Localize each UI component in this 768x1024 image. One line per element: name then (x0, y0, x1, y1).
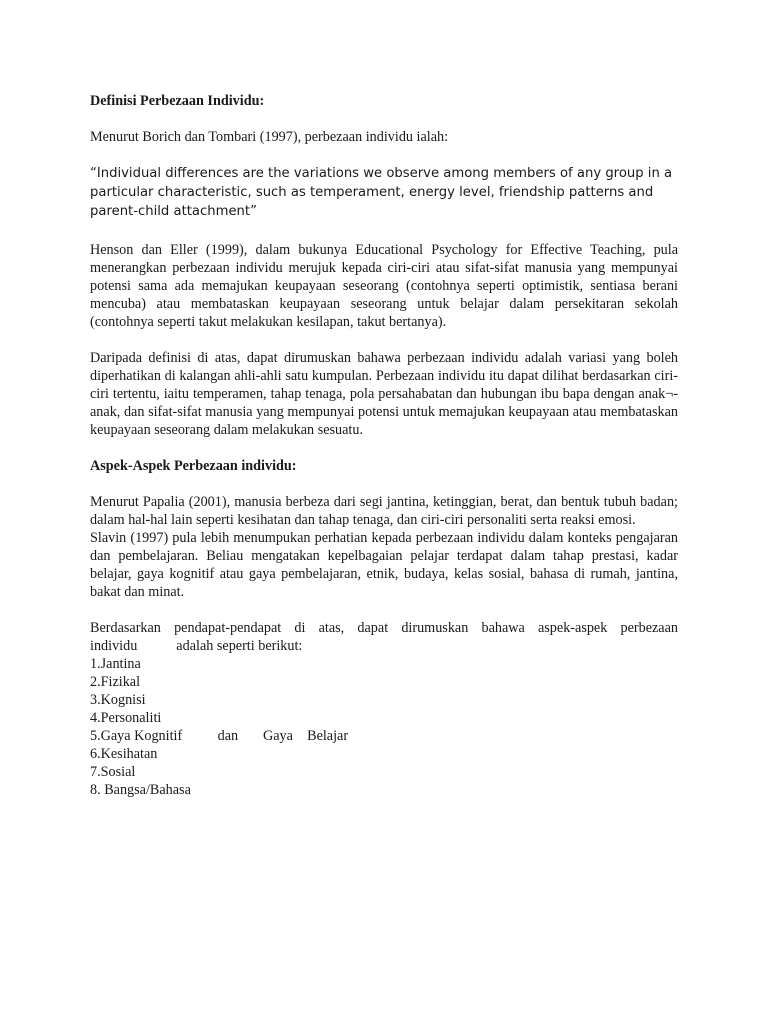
paragraph-berdasarkan-line2: individu adalah seperti berikut: (90, 638, 303, 654)
list-item: 6.Kesihatan (90, 746, 158, 762)
list-item: 7.Sosial (90, 764, 136, 780)
paragraph-henson: Henson dan Eller (1999), dalam bukunya Educational Psychology for Effective Teaching, pula menerangkan perbezaan individu merujuk kepada ciri-ciri atau sifat-sifat manusia yang mempunyai potensi sama ada memajukan keupayaan seseorang (contohnya seperti optimistik, sentiasa berani mencuba) atau membataskan keupayaan seseorang untuk belajar dalam persekitaran sekolah (contohnya seperti takut melakukan kesilapan, takut bertanya). (90, 242, 678, 330)
heading-definisi: Definisi Perbezaan Individu: (90, 93, 265, 109)
list-item: 3.Kognisi (90, 692, 146, 708)
list-item: 5.Gaya Kognitif dan Gaya Belajar (90, 728, 349, 744)
paragraph-slavin: Slavin (1997) pula lebih menumpukan perhatian kepada perbezaan individu dalam konteks pengajaran dan pembelajaran. Beliau mengatakan kepelbagaian pelajar terdapat dalam tahap prestasi, kadar belajar, gaya kognitif atau gaya pembelajaran, etnik, budaya, kelas sosial, bahasa di rumah, jantina, bakat dan minat. (90, 530, 678, 600)
paragraph-borich: Menurut Borich dan Tombari (1997), perbezaan individu ialah: (90, 129, 449, 145)
paragraph-berdasarkan-line1: Berdasarkan pendapat-pendapat di atas, dapat dirumuskan bahawa aspek-aspek perbezaan (90, 620, 678, 636)
list-item: 4.Personaliti (90, 710, 162, 726)
document-page (90, 92, 678, 799)
list-item: 1.Jantina (90, 656, 141, 672)
heading-aspek: Aspek-Aspek Perbezaan individu: (90, 458, 297, 474)
quote-individual-differences: “Individual differences are the variations we observe among members of any group in a particular characteristic, such as temperament, energy level, friendship patterns and parent-child attachment” (90, 166, 673, 219)
paragraph-papalia: Menurut Papalia (2001), manusia berbeza dari segi jantina, ketinggian, berat, dan bentuk tubuh badan; dalam hal-hal lain seperti kesihatan dan tahap tenaga, dan ciri-ciri personaliti serta reaksi emosi. (90, 494, 678, 528)
paragraph-daripada: Daripada definisi di atas, dapat dirumuskan bahawa perbezaan individu adalah variasi yang boleh diperhatikan di kalangan ahli-ahli satu kumpulan. Perbezaan individu itu dapat dilihat berdasarkan ciri-ciri tertentu, iaitu temperamen, tahap tenaga, pola persahabatan dan hubungan ibu bapa dengan anak¬-anak, dan sifat-sifat manusia yang mempunyai potensi untuk memajukan keupayaan atau membataskan keupayaan seseorang dalam melakukan sesuatu. (90, 350, 678, 438)
aspect-list (90, 655, 678, 799)
list-item: 8. Bangsa/Bahasa (90, 782, 191, 798)
list-item: 2.Fizikal (90, 674, 141, 690)
